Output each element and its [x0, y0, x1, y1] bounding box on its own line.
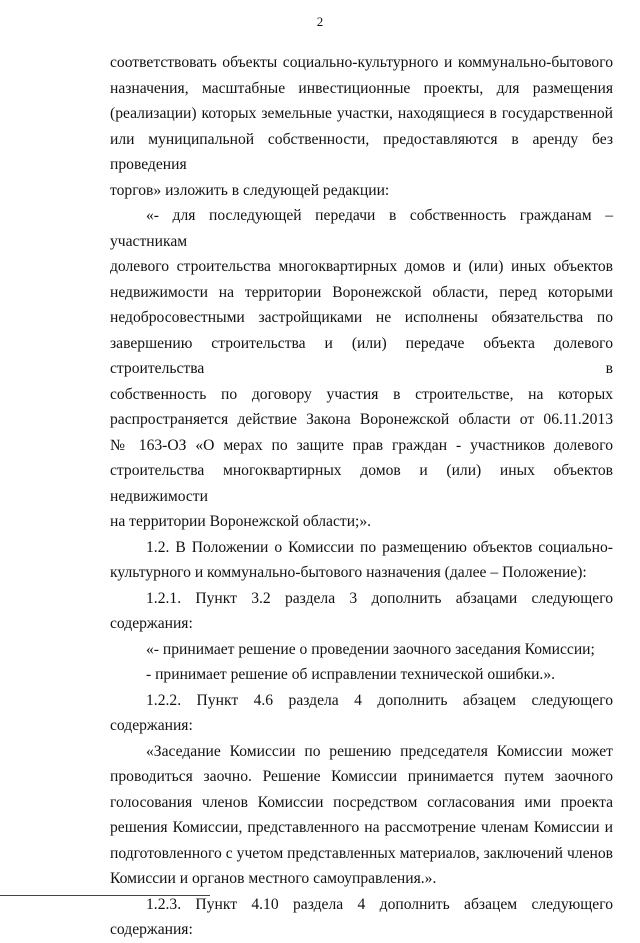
text-line: на территории Воронежской области;».: [110, 513, 372, 530]
paragraph: [110, 178, 613, 204]
paragraph: [110, 560, 613, 586]
text-line: торгов» изложить в следующей редакции:: [110, 181, 390, 199]
paragraph: [110, 688, 613, 739]
text-line: недвижимости на территории Воронежской области, перед которыми: [110, 283, 613, 301]
document-body: [110, 50, 613, 943]
text-line: «Заседание Комиссии по решению председателя Комиссии может: [146, 742, 613, 760]
text-line: или муниципальной собственности, предоставляются в аренду без проведения: [110, 130, 613, 173]
paragraph: [110, 509, 613, 535]
text-line: «- принимает решение о проведении заочного заседания Комиссии;: [146, 640, 595, 658]
text-line: «- для последующей передачи в собственность гражданам – участникам: [110, 207, 613, 250]
text-line: голосования членов Комиссии посредством согласования ими проекта: [110, 793, 613, 811]
text-line: 1.2.2. Пункт 4.6 раздела 4 дополнить абзацем следующего содержания:: [110, 691, 613, 734]
text-line: решения Комиссии, представленного на рассмотрение членам Комиссии и: [110, 819, 613, 836]
text-line: Комиссии и органов местного самоуправления.».: [110, 870, 437, 887]
paragraph: [110, 637, 613, 663]
text-line: строительства многоквартирных домов и (или) иных объектов недвижимости: [110, 462, 613, 505]
text-line: культурного и коммунально-бытового назначения (далее – Положение):: [110, 564, 587, 581]
text-line: завершению строительства и (или) передаче объекта долевого строительства в: [110, 334, 613, 377]
page-number: 2: [316, 14, 324, 29]
text-line: недобросовестными застройщиками не исполнены обязательства по: [110, 309, 613, 326]
text-line: собственность по договору участия в строительстве, на которых: [110, 385, 613, 403]
paragraph: [110, 50, 613, 178]
text-line: подготовленного с учетом представленных материалов, заключений членов: [110, 844, 613, 862]
text-line: (реализации) которых земельные участки, находящиеся в государственной: [110, 105, 613, 122]
paragraph: [110, 586, 613, 637]
text-line: соответствовать объекты социально-культурного и коммунально-бытового: [110, 54, 613, 71]
paragraph: [110, 535, 613, 561]
footer-rule: [0, 895, 210, 896]
text-line: 1.2. В Положении о Комиссии по размещению объектов социально-: [146, 538, 613, 556]
text-line: долевого строительства многоквартирных домов и (или) иных объектов: [110, 258, 613, 275]
text-line: № 163-ОЗ «О мерах по защите прав граждан - участников долевого: [110, 436, 613, 454]
paragraph: [110, 866, 613, 892]
paragraph: [110, 739, 613, 867]
text-line: - принимает решение об исправлении технической ошибки.».: [146, 666, 556, 683]
text-line: назначения, масштабные инвестиционные проекты, для размещения: [110, 79, 613, 97]
text-line: 1.2.3. Пункт 4.10 раздела 4 дополнить абзацем следующего содержания:: [110, 895, 613, 938]
text-line: проводиться заочно. Решение Комиссии принимается путем заочного: [110, 768, 613, 785]
text-line: 1.2.1. Пункт 3.2 раздела 3 дополнить абзацами следующего содержания:: [110, 589, 613, 632]
paragraph: [110, 892, 613, 943]
paragraph: [110, 203, 613, 509]
paragraph: [110, 662, 613, 688]
text-line: распространяется действие Закона Воронежской области от 06.11.2013: [110, 411, 613, 428]
